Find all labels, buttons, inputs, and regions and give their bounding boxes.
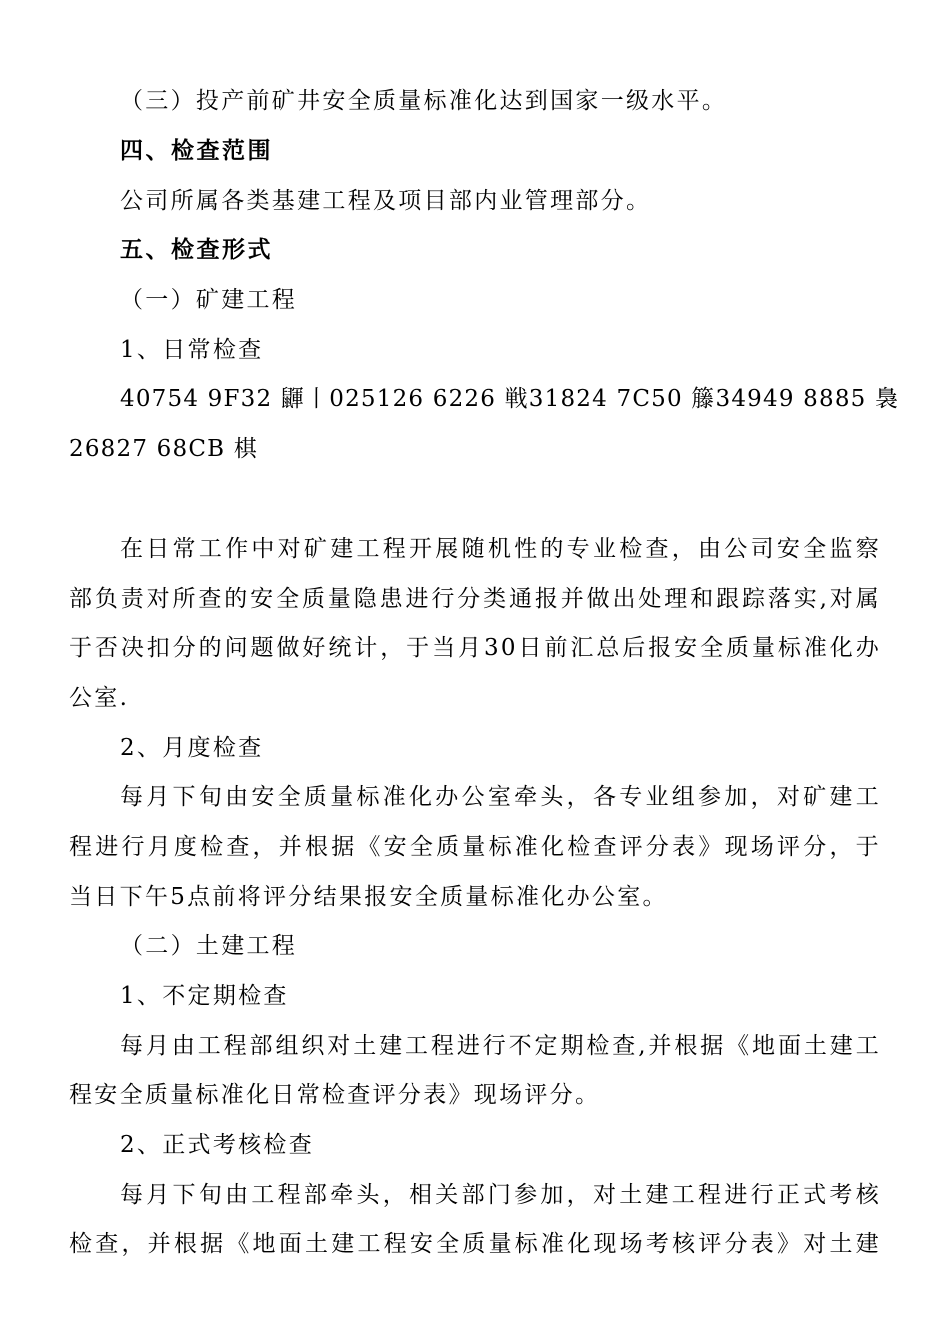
paragraph-monthly-line-1: 每月下旬由安全质量标准化办公室牵头，各专业组参加，对矿建工 [120,784,881,810]
section-heading-inspection-scope: 四、检查范围 [120,138,273,164]
subheading-civil-engineering: （二）土建工程 [120,933,298,959]
paragraph-goal-3: （三）投产前矿井安全质量标准化达到国家一级水平。 [120,88,728,114]
item-monthly-inspection: 2、月度检查 [120,735,264,761]
section-heading-inspection-form: 五、检查形式 [120,237,273,263]
item-daily-inspection: 1、日常检查 [120,337,264,363]
paragraph-irregular-line-1: 每月由工程部组织对土建工程进行不定期检查,并根据《地面土建工 [120,1033,881,1059]
paragraph-daily-line-2: 部负责对所查的安全质量隐患进行分类通报并做出处理和跟踪落实,对属 [69,586,881,612]
paragraph-irregular-line-2: 程安全质量标准化日常检查评分表》现场评分。 [69,1082,601,1108]
paragraph-formal-line-2: 检查，并根据《地面土建工程安全质量标准化现场考核评分表》对土建 [69,1231,881,1257]
subheading-mine-construction: （一）矿建工程 [120,287,298,313]
paragraph-monthly-line-2: 程进行月度检查，并根据《安全质量标准化检查评分表》现场评分，于 [69,834,881,860]
item-irregular-inspection: 1、不定期检查 [120,983,289,1009]
garbled-code-line-1: 40754 9F32 鼲丨025126 6226 戦31824 7C50 籐34949 8885 裊 [120,386,900,412]
paragraph-scope: 公司所属各类基建工程及项目部内业管理部分。 [120,188,652,214]
paragraph-daily-line-1: 在日常工作中对矿建工程开展随机性的专业检查，由公司安全监察 [120,536,881,562]
item-formal-assessment: 2、正式考核检查 [120,1132,315,1158]
paragraph-daily-line-3: 于否决扣分的问题做好统计，于当月30日前汇总后报安全质量标准化办 [69,635,881,661]
paragraph-daily-line-4: 公室. [69,685,130,711]
paragraph-monthly-line-3: 当日下午5点前将评分结果报安全质量标准化办公室。 [69,884,668,910]
garbled-code-line-2: 26827 68CB 棋 [69,436,258,462]
paragraph-formal-line-1: 每月下旬由工程部牵头，相关部门参加，对土建工程进行正式考核 [120,1182,881,1208]
